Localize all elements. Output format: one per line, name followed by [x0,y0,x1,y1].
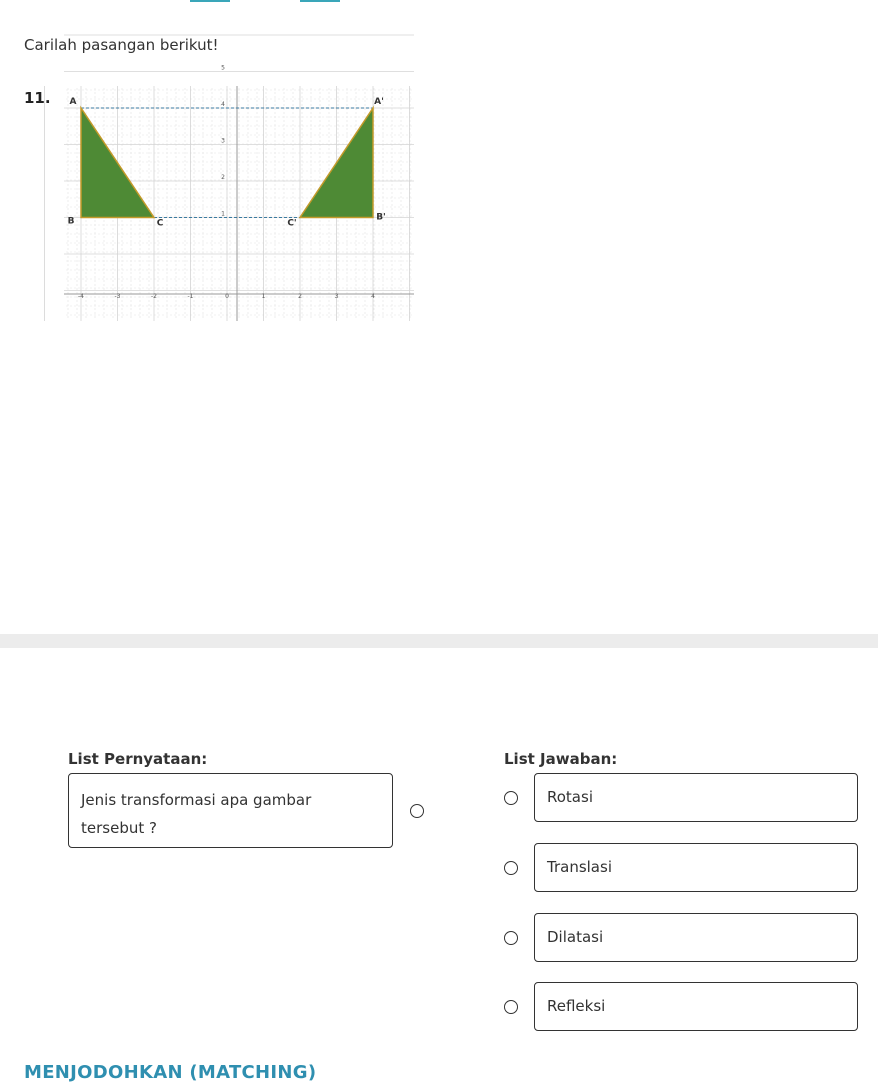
y-tick-label: 1 [221,210,225,218]
x-tick-label: 3 [334,293,339,300]
vertex-label: B [67,216,75,227]
question-instruction: Carilah pasangan berikut! [24,36,219,54]
accent-dash [190,0,230,2]
answer-card-refleksi[interactable]: Refleksi [534,982,858,1031]
vertex-label: A' [374,97,384,107]
statement-connector-radio[interactable] [410,804,424,818]
y-tick-label: 3 [221,137,225,145]
statement-text-line: Jenis transformasi apa gambar [81,791,312,809]
answer-card-rotasi[interactable]: Rotasi [534,773,858,822]
coordinate-plane [64,64,414,321]
x-tick-label: -3 [114,293,121,300]
answer-connector-radio[interactable] [504,1000,518,1014]
statement-text-line: tersebut ? [81,819,157,837]
section-separator [0,634,878,648]
statement-card[interactable] [68,773,393,848]
answer-card-dilatasi[interactable]: Dilatasi [534,913,858,962]
x-tick-label: -1 [187,293,194,300]
question-type-title: MENJODOHKAN (MATCHING) [24,1062,317,1083]
accent-dash [300,0,340,2]
vertex-label: C [156,218,164,229]
vertex-label: C' [287,218,297,229]
y-tick-label: 4 [221,101,225,108]
statements-header: List Pernyataan: [68,750,208,768]
answers-header: List Jawaban: [504,750,618,768]
x-tick-label: -4 [78,293,84,300]
x-tick-label: 2 [298,293,302,300]
question-number: 11. [24,89,51,107]
x-tick-label: 0 [225,293,229,300]
y-tick-label: 5 [221,64,225,72]
answer-connector-radio[interactable] [504,791,518,805]
vertex-label: B' [376,212,386,223]
answer-connector-radio[interactable] [504,861,518,875]
question-figure [64,64,414,321]
x-tick-label: -2 [151,293,157,300]
answer-connector-radio[interactable] [504,931,518,945]
vertex-label: A [69,97,77,107]
answer-card-translasi[interactable]: Translasi [534,843,858,892]
y-tick-label: 2 [221,174,225,181]
top-progress-accent [190,0,340,3]
x-tick-label: 1 [261,293,266,300]
x-tick-label: 4 [371,293,375,300]
